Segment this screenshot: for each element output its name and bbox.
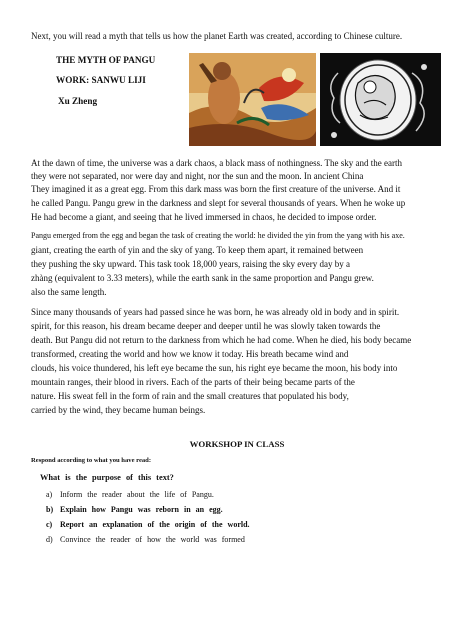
option-letter: b)	[46, 505, 54, 514]
answer-option-a	[46, 490, 214, 499]
workshop-instruction: Respond according to what you have read:	[31, 457, 152, 464]
paragraph1-line: They imagined it as a great egg. From this dark mass was born the first creature of the universe. And it	[31, 184, 401, 194]
author-name: Xu Zheng	[58, 96, 98, 106]
option-text: Explain how Pangu was reborn in an egg.	[60, 505, 223, 514]
pangu-painting-image	[189, 53, 316, 146]
answer-option-b	[46, 505, 223, 514]
option-text: Convince the reader of how the world was formed	[60, 535, 245, 544]
paragraph2-line: giant, creating the earth of yin and the sky of yang. To keep them apart, it remained between	[31, 245, 364, 255]
answer-option-c	[46, 520, 250, 529]
paragraph2-line: also the same length.	[31, 287, 107, 297]
paragraph3-line: mountain ranges, their blood in rivers. Each of the parts of their being became parts of the	[31, 377, 355, 387]
option-text: Report an explanation of the origin of the world.	[60, 520, 250, 529]
option-letter: d)	[46, 535, 53, 544]
pangu-egg-illustration-image	[320, 53, 441, 146]
paragraph2-line: they pushing the sky upward. This task took 18,000 years, raising the sky every day by a	[31, 259, 351, 269]
paragraph3-line: spirit, for this reason, his dream became deeper and deeper until he was slowly taken towards the	[31, 321, 381, 331]
paragraph3-line: carried by the wind, they became human beings.	[31, 405, 206, 415]
paragraph1-line: he called Pangu. Pangu grew in the darkness and slept for several thousands of years. When he woke up	[31, 198, 406, 208]
paragraph2-line: Pangu emerged from the egg and began the task of creating the world: he divided the yin from the yang with his axe.	[31, 231, 405, 240]
option-letter: a)	[46, 490, 53, 499]
answer-option-d	[46, 535, 245, 544]
paragraph3-line: nature. His sweat fell in the form of rain and the small creatures that populated his body,	[31, 391, 349, 401]
paragraph3-line: transformed, creating the world and how we know it today. His breath became wind and	[31, 349, 349, 359]
option-letter: c)	[46, 520, 53, 529]
myth-title: THE MYTH OF PANGU	[56, 55, 156, 65]
paragraph3-line: death. But Pangu did not return to the darkness from which he had come. When he died, his body became	[31, 335, 412, 345]
workshop-title: WORKSHOP IN CLASS	[189, 439, 285, 449]
paragraph1-line: At the dawn of time, the universe was a dark chaos, a black mass of nothingness. The sky and the earth	[31, 158, 402, 168]
workshop-question: What is the purpose of this text?	[40, 473, 174, 482]
paragraph1-line: they were not separated, nor were day and night, nor the sun and the moon. In ancient China	[31, 171, 364, 181]
intro-text: Next, you will read a myth that tells us how the planet Earth was created, according to Chinese culture.	[31, 31, 403, 41]
paragraph3-line: clouds, his voice thundered, his left eye became the sun, his right eye became the moon, his body into	[31, 363, 398, 373]
option-text: Inform the reader about the life of Pangu.	[60, 490, 214, 499]
work-title: WORK: SANWU LIJI	[56, 75, 146, 85]
paragraph2-line: zhàng (equivalent to 3.33 meters), while the earth sank in the same proportion and Pangu grew.	[31, 273, 374, 283]
paragraph3-line: Since many thousands of years had passed since he was born, he was already old in body and in spirit.	[31, 307, 400, 317]
paragraph1-line: He had become a giant, and seeing that he lived immersed in chaos, he decided to impose order.	[31, 212, 377, 222]
